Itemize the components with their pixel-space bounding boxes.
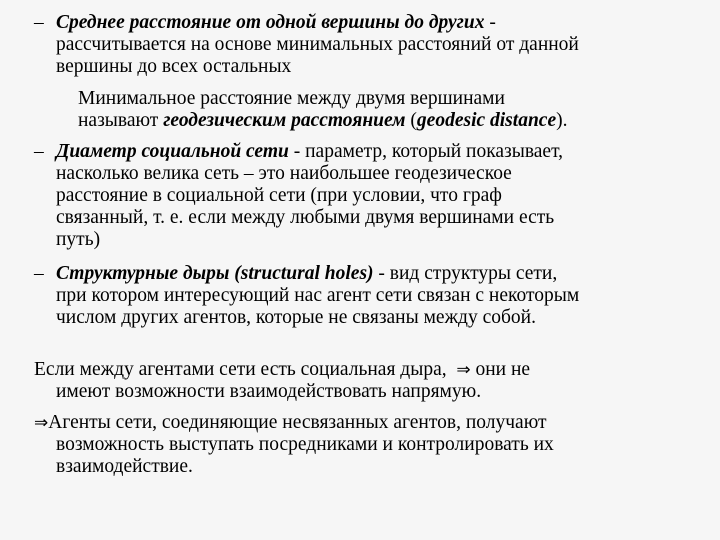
geodesic-en-term: geodesic distance <box>416 110 557 131</box>
para-1-line-1 <box>34 359 530 381</box>
note-close-paren: ). <box>556 110 568 131</box>
bullet-2-separator: - параметр, который показывает, <box>288 141 564 162</box>
geodesic-term: геодезическим расстоянием <box>163 110 406 131</box>
para-1-prefix: Если между агентами сети есть социальная дыра, <box>34 359 447 380</box>
bullet-1-term: Среднее расстояние от одной вершины до других <box>56 12 485 33</box>
para-2-line-3: взаимодействие. <box>56 456 193 477</box>
bullet-1-separator: - <box>484 12 496 33</box>
bullet-marker: – <box>34 141 44 162</box>
bullet-3-line-1 <box>34 263 557 285</box>
para-2-line-2: возможность выступать посредниками и контролировать их <box>56 434 554 455</box>
bullet-marker: – <box>34 12 44 33</box>
bullet-1-line-1 <box>34 12 496 34</box>
bullet-2-line-4: связанный, т. е. если между любыми двумя вершинами есть <box>56 207 555 228</box>
bullet-2-line-2: насколько велика сеть – это наибольшее геодезическое <box>56 163 512 184</box>
note-line-1: Минимальное расстояние между двумя вершинами <box>78 88 505 109</box>
bullet-2-line-1 <box>34 141 563 163</box>
bullet-3-term: Структурные дыры (structural holes) <box>56 263 374 284</box>
bullet-marker: – <box>34 263 44 284</box>
implies-arrow-icon: ⇒ <box>456 360 471 380</box>
implies-arrow-icon: ⇒ <box>34 413 49 433</box>
bullet-3-line-2: при котором интересующий нас агент сети связан с некоторым <box>56 285 580 306</box>
bullet-2-line-5: путь) <box>56 229 101 250</box>
note-open-paren: ( <box>405 110 417 131</box>
para-2-text: Агенты сети, соединяющие несвязанных агентов, получают <box>48 412 547 433</box>
para-1-line-2: имеют возможности взаимодействовать напрямую. <box>56 381 482 402</box>
note-prefix: называют <box>78 110 164 131</box>
bullet-2-line-3: расстояние в социальной сети (при условии, что граф <box>56 185 502 206</box>
bullet-3-line-3: числом других агентов, которые не связаны между собой. <box>56 307 536 328</box>
bullet-3-separator: - вид структуры сети, <box>373 263 558 284</box>
para-2-line-1 <box>34 412 547 434</box>
bullet-2-term: Диаметр социальной сети <box>56 141 289 162</box>
bullet-1-line-2: рассчитывается на основе минимальных расстояний от данной <box>56 34 579 55</box>
bullet-1-line-3: вершины до всех остальных <box>56 56 292 77</box>
para-1-suffix: они не <box>470 359 531 380</box>
note-line-2 <box>78 110 567 132</box>
